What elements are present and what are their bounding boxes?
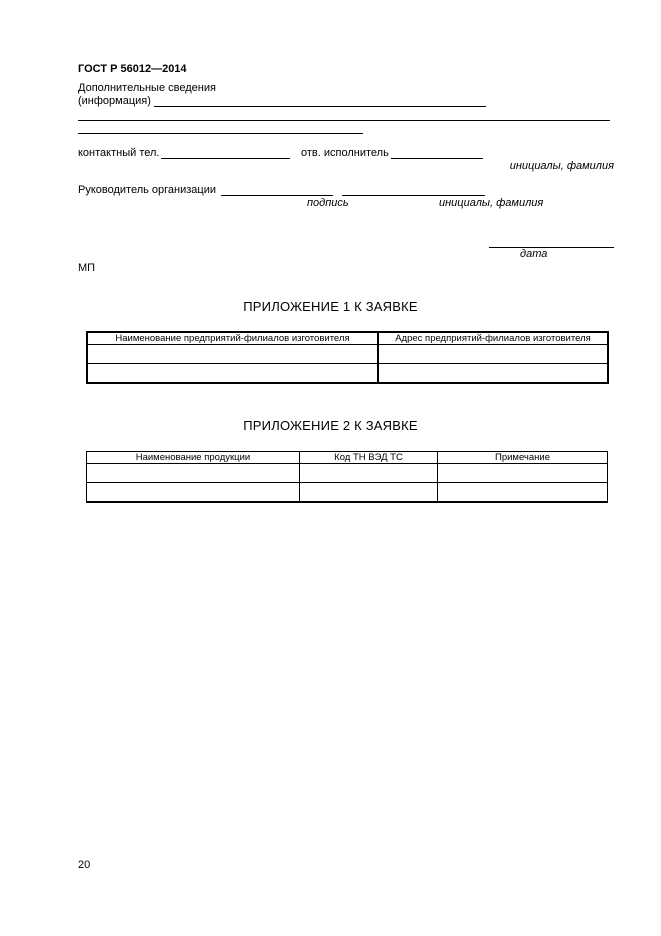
document-standard-header: ГОСТ Р 56012—2014 <box>78 63 187 75</box>
table-row <box>87 364 608 384</box>
column-header: Код ТН ВЭД ТС <box>300 452 438 464</box>
table-row <box>87 345 608 364</box>
page-number: 20 <box>78 859 91 871</box>
column-header: Адрес предприятий-филиалов изготовителя <box>378 332 608 345</box>
head-signature-field[interactable] <box>221 195 333 196</box>
table-header-row <box>87 332 608 345</box>
contact-phone-field[interactable] <box>161 158 290 159</box>
stamp-label: МП <box>78 262 96 274</box>
date-field[interactable] <box>489 247 614 248</box>
appendix-1-table <box>86 331 609 384</box>
table-cell[interactable] <box>87 364 378 384</box>
table-cell[interactable] <box>378 345 608 364</box>
executor-label: отв. исполнитель <box>301 147 389 159</box>
table-cell[interactable] <box>378 364 608 384</box>
appendix-2-title: ПРИЛОЖЕНИЕ 2 К ЗАЯВКЕ <box>243 418 418 433</box>
table-cell[interactable] <box>87 483 300 503</box>
table-cell[interactable] <box>438 483 608 503</box>
additional-info-field-1[interactable] <box>154 106 486 107</box>
column-header: Примечание <box>438 452 608 464</box>
table-cell[interactable] <box>300 483 438 503</box>
table-header-row <box>87 452 608 464</box>
executor-field[interactable] <box>391 158 483 159</box>
table-row <box>87 464 608 483</box>
signature-caption: подпись <box>307 197 349 209</box>
head-name-caption: инициалы, фамилия <box>439 197 544 209</box>
contact-phone-label: контактный тел. <box>78 147 160 159</box>
table-row <box>87 483 608 503</box>
additional-info-field-2[interactable] <box>78 120 610 121</box>
column-header: Наименование предприятий-филиалов изготовителя <box>87 332 378 345</box>
additional-info-field-3[interactable] <box>78 133 363 134</box>
executor-caption: инициалы, фамилия <box>509 160 614 172</box>
appendix-1-title: ПРИЛОЖЕНИЕ 1 К ЗАЯВКЕ <box>243 299 418 314</box>
additional-info-label: Дополнительные сведения <box>78 82 216 94</box>
table-cell[interactable] <box>300 464 438 483</box>
additional-info-label-2: (информация) <box>78 95 151 107</box>
column-header: Наименование продукции <box>87 452 300 464</box>
table-cell[interactable] <box>87 464 300 483</box>
table-cell[interactable] <box>438 464 608 483</box>
head-name-field[interactable] <box>342 195 485 196</box>
head-label: Руководитель организации <box>78 184 217 196</box>
date-caption: дата <box>520 248 548 260</box>
table-cell[interactable] <box>87 345 378 364</box>
appendix-2-table <box>86 451 608 503</box>
